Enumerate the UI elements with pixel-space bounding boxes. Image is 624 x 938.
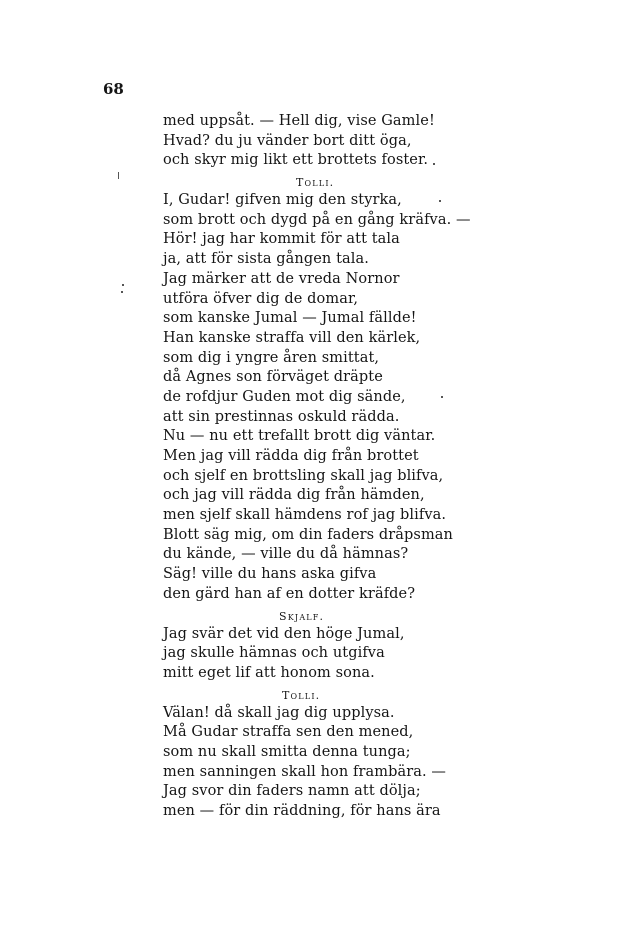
verse-line: ja, att för sista gången tala. xyxy=(163,251,369,268)
scan-speck xyxy=(118,172,119,179)
verse-line: men — för din räddning, för hans ära xyxy=(163,803,441,819)
verse-block-1 xyxy=(163,112,593,171)
verse-line: mitt eget lif att honom sona. xyxy=(163,664,375,681)
verse-line: och skyr mig likt ett brottets foster. xyxy=(163,152,429,169)
scan-speck xyxy=(121,291,123,293)
verse-line: som brott och dygd på en gång kräfva. — xyxy=(163,211,471,228)
speaker-tolli: Tolli. xyxy=(282,688,321,702)
verse-line: utföra öfver dig de domar, xyxy=(163,290,359,307)
verse-block-2 xyxy=(163,191,593,604)
verse-block-3 xyxy=(163,625,593,684)
verse-line: Men jag vill rädda dig från brottet xyxy=(163,448,419,464)
verse-line: Jag svär det vid den höge Jumal, xyxy=(163,625,405,642)
verse-line: Jag märker att de vreda Nornor xyxy=(163,270,400,287)
verse-line: som kanske Jumal — Jumal fällde! xyxy=(163,310,417,327)
scan-speck xyxy=(439,200,441,202)
verse-line: men sanningen skall hon frambära. — xyxy=(163,763,447,780)
scan-speck xyxy=(433,163,435,165)
verse-line: och jag vill rädda dig från hämden, xyxy=(163,487,425,504)
verse-line: som nu skall smitta denna tunga; xyxy=(163,743,411,760)
page-number: 68 xyxy=(103,80,124,98)
scan-speck xyxy=(441,396,443,398)
speaker-tolli: Tolli. xyxy=(296,176,335,190)
verse-line: Blott säg mig, om din faders dråpsman xyxy=(163,526,453,543)
verse-line: den gärd han af en dotter kräfde? xyxy=(163,585,416,602)
verse-line: Hvad? du ju vänder bort ditt öga, xyxy=(163,132,412,149)
verse-line: jag skulle hämnas och utgifva xyxy=(163,645,385,662)
verse-line: då Agnes son förväget dräpte xyxy=(163,369,383,386)
poem-text xyxy=(163,112,593,822)
verse-line: som dig i yngre åren smittat, xyxy=(163,349,380,366)
verse-block-4 xyxy=(163,704,593,822)
verse-line: I, Gudar! gifven mig den styrka, xyxy=(163,192,402,209)
verse-line: att sin prestinnas oskuld rädda. xyxy=(163,408,400,425)
verse-line: Han kanske straffa vill den kärlek, xyxy=(163,329,421,346)
verse-line: Hör! jag har kommit för att tala xyxy=(163,231,400,248)
verse-line: med uppsåt. — Hell dig, vise Gamle! xyxy=(163,113,435,129)
verse-line: Må Gudar straffa sen den mened, xyxy=(163,724,414,741)
verse-line: Jag svor din faders namn att dölja; xyxy=(163,783,421,800)
verse-line: och sjelf en brottsling skall jag blifva, xyxy=(163,467,444,484)
verse-line: men sjelf skall hämdens rof jag blifva. xyxy=(163,507,447,524)
scan-speck xyxy=(122,284,124,286)
verse-line: Välan! då skall jag dig upplysa. xyxy=(163,704,395,721)
verse-line: Nu — nu ett trefallt brott dig väntar. xyxy=(163,428,436,445)
verse-line: Säg! ville du hans aska gifva xyxy=(163,566,377,583)
verse-line: du kände, — ville du då hämnas? xyxy=(163,546,409,563)
verse-line: de rofdjur Guden mot dig sände, xyxy=(163,388,406,405)
speaker-skjalf: Skjalf. xyxy=(279,609,325,623)
